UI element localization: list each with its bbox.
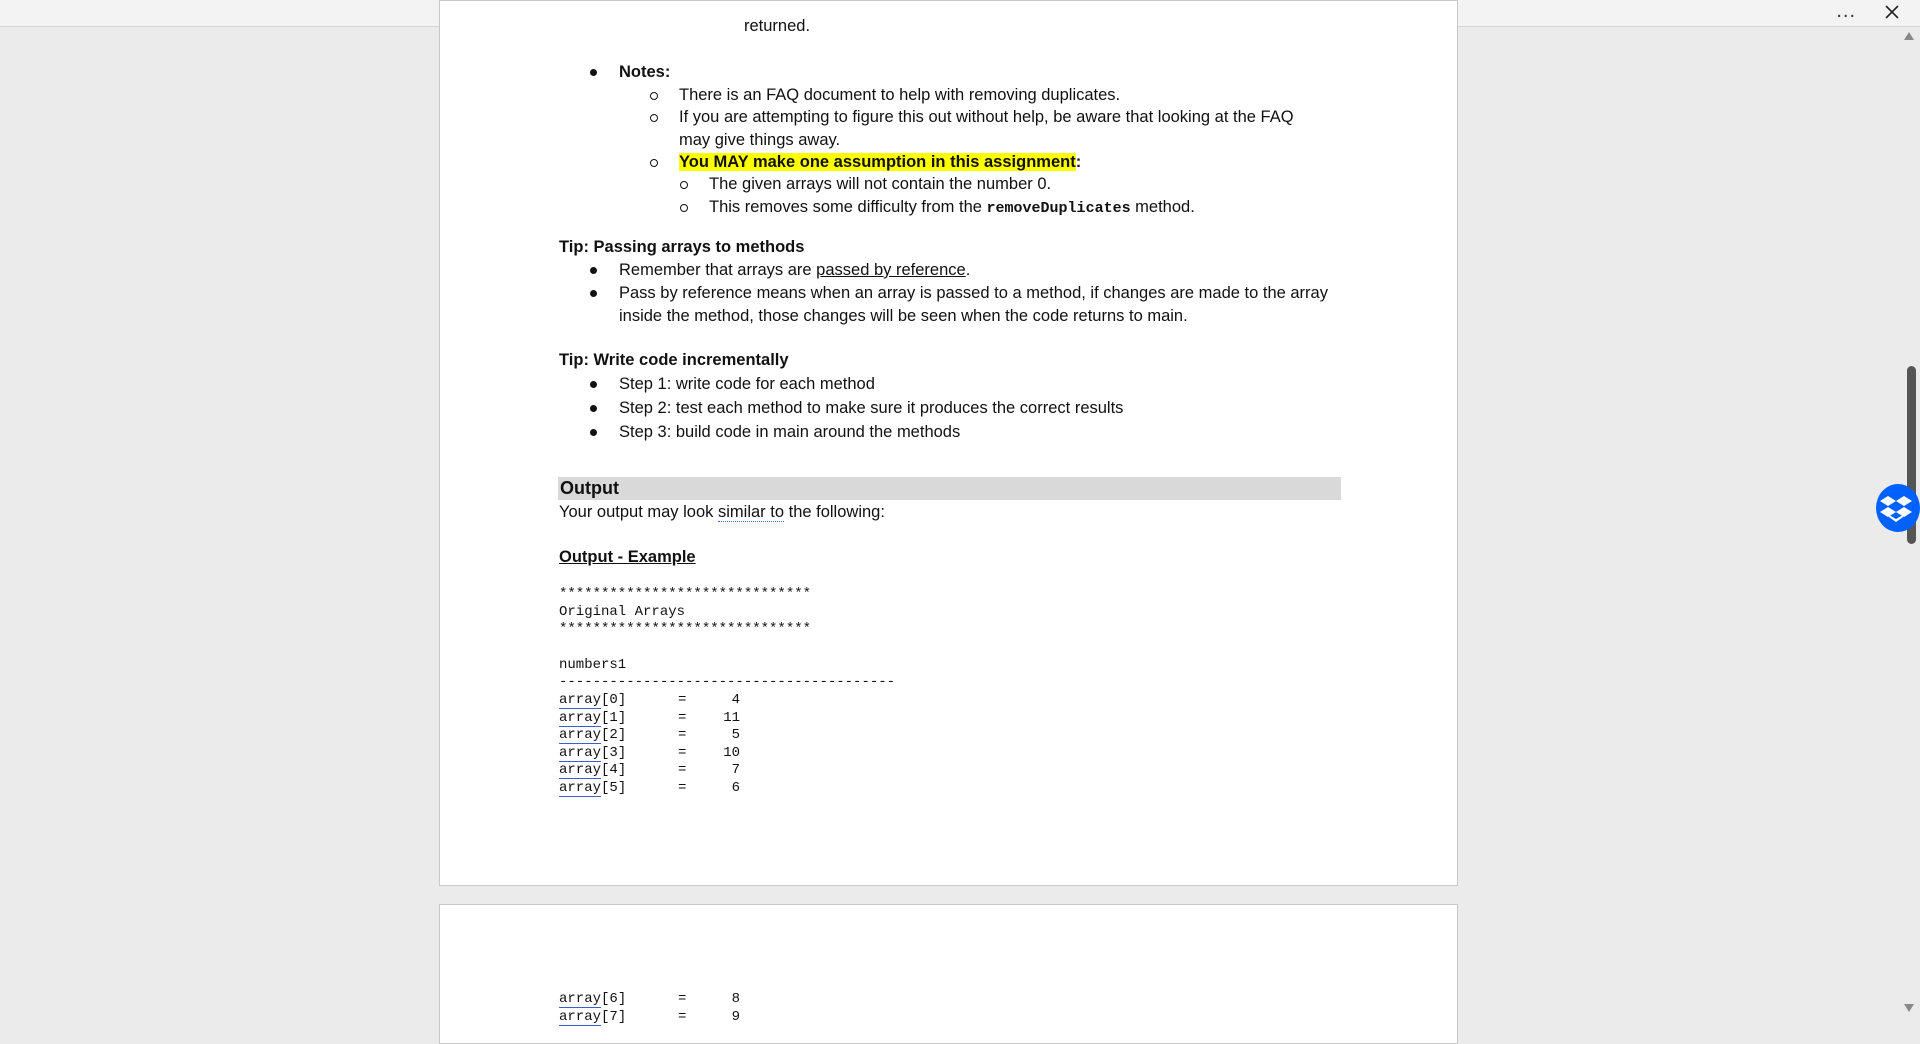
equals-sign: = — [678, 991, 687, 1007]
array-index: [3] — [601, 745, 627, 761]
table-row — [559, 990, 626, 1008]
passed-by-reference-text: passed by reference — [816, 261, 966, 279]
array-value: 8 — [731, 991, 740, 1007]
array-index: [6] — [601, 991, 627, 1007]
array-label: array — [559, 1009, 602, 1025]
array-value: 9 — [731, 1009, 740, 1025]
tip1-title: Tip: Passing arrays to methods — [559, 238, 805, 256]
removes-suffix: method. — [1135, 198, 1195, 216]
circle-bullet-icon — [680, 181, 688, 189]
array-index: [5] — [601, 780, 627, 796]
note-item-continued: may give things away. — [679, 131, 841, 149]
array-index: [7] — [601, 1009, 627, 1025]
array-value: 10 — [723, 745, 740, 761]
more-options-button[interactable]: ... — [1836, 0, 1856, 22]
removes-line — [709, 196, 1195, 220]
bullet-icon — [590, 290, 597, 297]
equals-sign: = — [678, 745, 687, 761]
document-page-2 — [439, 904, 1458, 1044]
output-intro-suffix: the following: — [788, 503, 885, 521]
output-heading-band — [558, 477, 1341, 500]
equals-sign: = — [678, 692, 687, 708]
tip1-prefix: Remember that arrays are — [619, 261, 812, 279]
close-icon — [1882, 2, 1902, 22]
removes-prefix: This removes some difficulty from the — [709, 198, 982, 216]
dashes-line: ---------------------------------------- — [559, 674, 896, 690]
equals-sign: = — [678, 780, 687, 796]
array-label: array — [559, 727, 602, 743]
close-button[interactable] — [1882, 2, 1902, 22]
array-value: 4 — [731, 692, 740, 708]
notes-label: Notes: — [619, 63, 671, 81]
tip1-suffix: . — [965, 261, 971, 279]
array-label: array — [559, 710, 602, 726]
output-heading: Output — [560, 478, 619, 498]
tip1-item — [619, 259, 970, 281]
output-intro-prefix: Your output may look — [559, 503, 714, 521]
circle-bullet-icon — [680, 204, 688, 212]
tip2-item: Step 3: build code in main around the methods — [619, 423, 961, 441]
similar-to-text: similar to — [718, 503, 785, 521]
document-page-1 — [439, 0, 1458, 886]
equals-sign: = — [678, 727, 687, 743]
array-value: 11 — [723, 710, 740, 726]
bullet-icon — [590, 405, 597, 412]
note-item: There is an FAQ document to help with removing duplicates. — [679, 86, 1121, 104]
bullet-icon — [590, 267, 597, 274]
assumption-highlight: You MAY make one assumption in this assignment — [679, 153, 1076, 171]
array-index: [1] — [601, 710, 627, 726]
bullet-icon — [590, 69, 597, 76]
remove-duplicates-code: removeDuplicates — [986, 200, 1131, 217]
original-arrays-label: Original Arrays — [559, 604, 686, 620]
stars-line: ****************************** — [559, 621, 812, 637]
circle-bullet-icon — [650, 159, 658, 167]
array-index: [2] — [601, 727, 627, 743]
assumption-colon: : — [1075, 153, 1082, 171]
numbers1-label: numbers1 — [559, 657, 627, 673]
tip2-item: Step 2: test each method to make sure it produces the correct results — [619, 399, 1124, 417]
array-label: array — [559, 692, 602, 708]
array-label: array — [559, 762, 602, 778]
array-index: [0] — [601, 692, 627, 708]
dropbox-logo-icon — [1876, 484, 1920, 532]
array-label: array — [559, 745, 602, 761]
dropbox-icon[interactable] — [1876, 484, 1920, 532]
table-row — [559, 691, 626, 709]
array-index: [4] — [601, 762, 627, 778]
table-row — [559, 709, 626, 727]
assumption-item: The given arrays will not contain the number 0. — [709, 175, 1052, 193]
array-value: 7 — [731, 762, 740, 778]
tip2-item: Step 1: write code for each method — [619, 375, 875, 393]
returned-fragment: returned. — [744, 17, 811, 35]
table-row — [559, 744, 626, 762]
scroll-down-arrow-icon[interactable] — [1904, 1004, 1914, 1012]
array-value: 6 — [731, 780, 740, 796]
bullet-icon — [590, 429, 597, 436]
circle-bullet-icon — [650, 92, 658, 100]
tip1-item: Pass by reference means when an array is passed to a method, if changes are made to the array — [619, 284, 1328, 302]
assumption-line — [679, 151, 1081, 173]
equals-sign: = — [678, 710, 687, 726]
scroll-up-arrow-icon[interactable] — [1904, 32, 1914, 40]
tip2-title: Tip: Write code incrementally — [559, 351, 789, 369]
circle-bullet-icon — [650, 114, 658, 122]
output-example-title: Output - Example — [559, 548, 696, 566]
bullet-icon — [590, 381, 597, 388]
equals-sign: = — [678, 762, 687, 778]
output-intro — [559, 501, 885, 523]
tip1-item-continued: inside the method, those changes will be seen when the code returns to main. — [619, 307, 1188, 325]
stars-line: ****************************** — [559, 586, 812, 602]
array-value: 5 — [731, 727, 740, 743]
array-label: array — [559, 991, 602, 1007]
table-row — [559, 1008, 626, 1026]
equals-sign: = — [678, 1009, 687, 1025]
table-row — [559, 726, 626, 744]
table-row — [559, 761, 626, 779]
array-label: array — [559, 780, 602, 796]
table-row — [559, 779, 626, 797]
note-item: If you are attempting to figure this out without help, be aware that looking at the FAQ — [679, 108, 1294, 126]
